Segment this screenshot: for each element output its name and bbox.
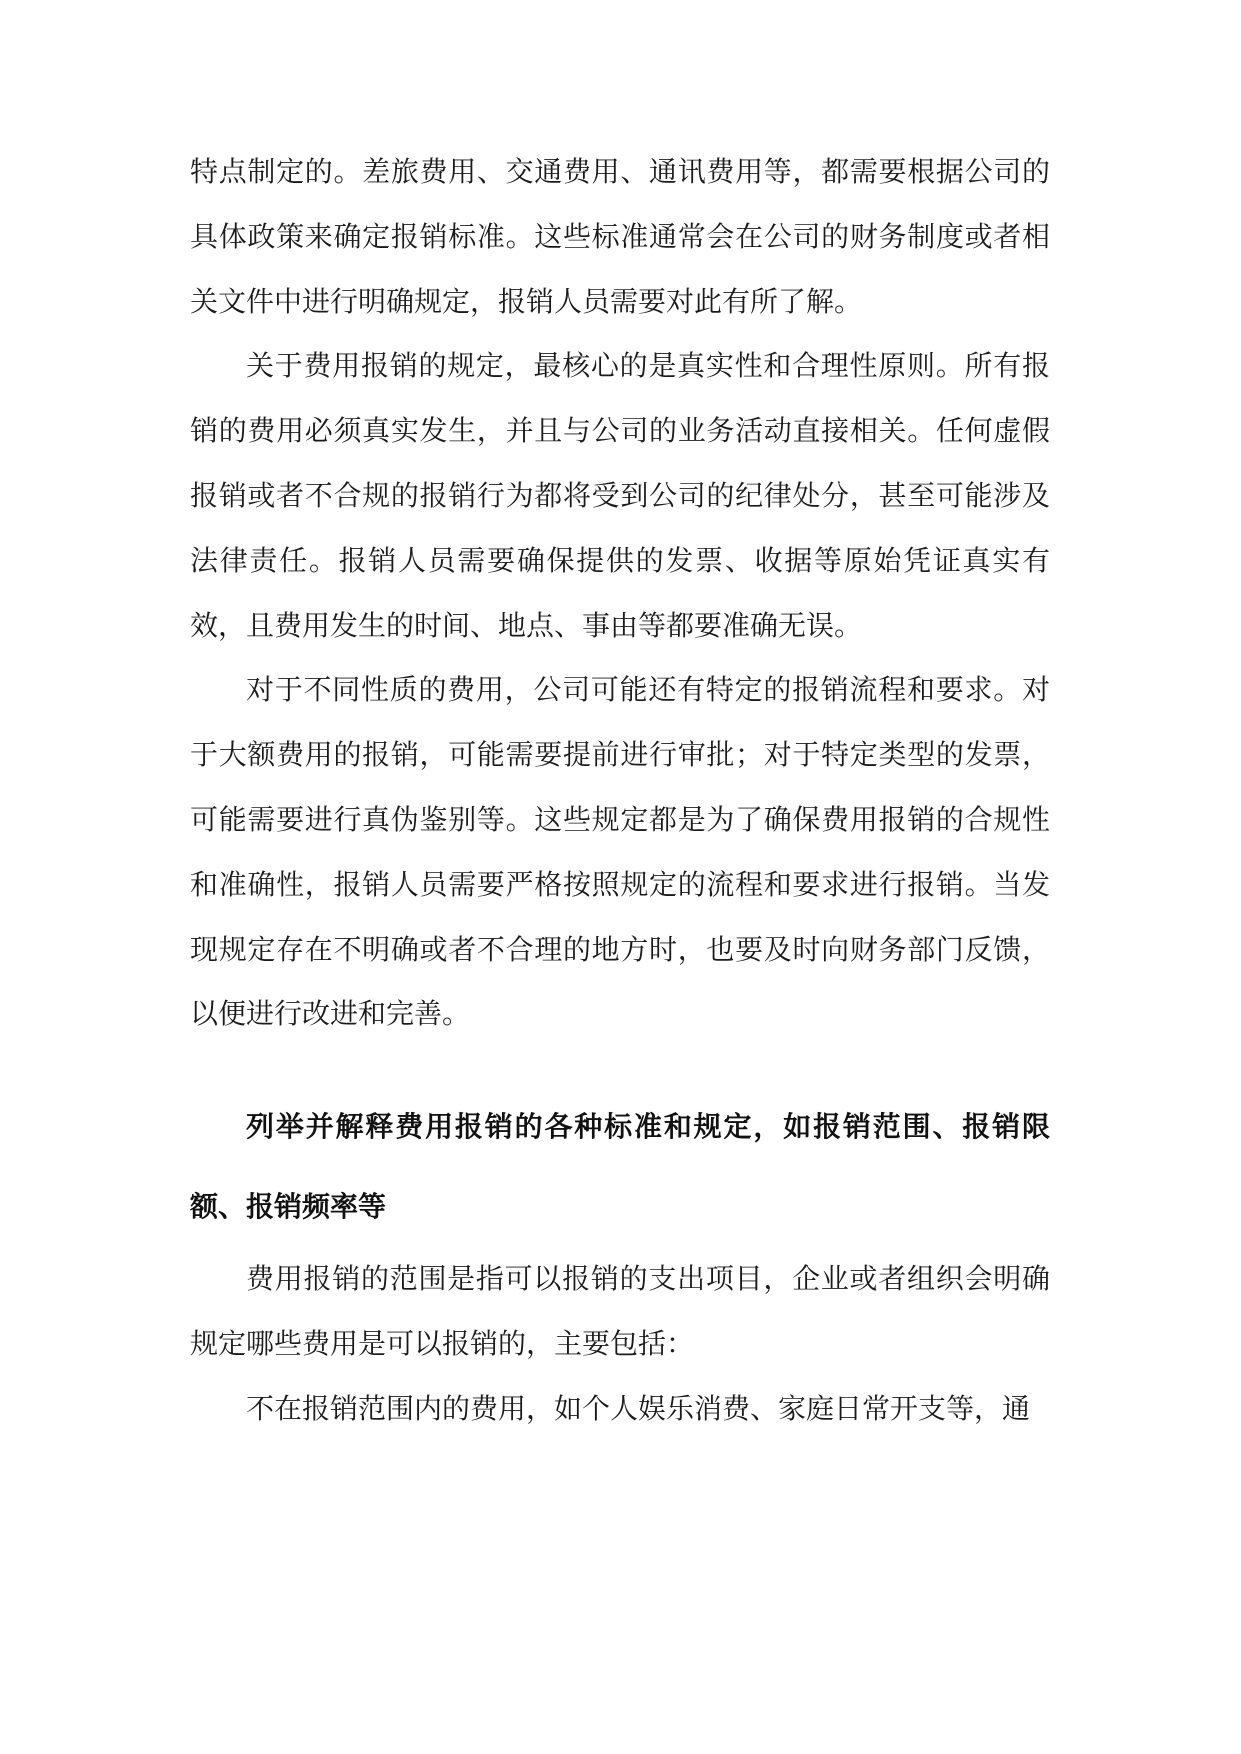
section-heading: 列举并解释费用报销的各种标准和规定，如报销范围、报销限额、报销频率等 xyxy=(190,1110,1050,1224)
paragraph-excluded-expenses: 不在报销范围内的费用，如个人娱乐消费、家庭日常开支等，通 xyxy=(246,1391,1031,1425)
document-body xyxy=(190,140,1050,1442)
paragraph-continuation: 特点制定的。差旅费用、交通费用、通讯费用等，都需要根据公司的具体政策来确定报销标准。这些标准通常会在公司的财务制度或者相关文件中进行明确规定，报销人员需要对此有所了解。 xyxy=(190,155,1050,318)
paragraph-reimbursement-scope: 费用报销的范围是指可以报销的支出项目，企业或者组织会明确规定哪些费用是可以报销的，主要包括： xyxy=(190,1262,1050,1360)
paragraph-special-procedures: 对于不同性质的费用，公司可能还有特定的报销流程和要求。对于大额费用的报销，可能需要提前进行审批；对于特定类型的发票，可能需要进行真伪鉴别等。这些规定都是为了确保费用报销的合规性和准确性，报销人员需要严格按照规定的流程和要求进行报销。当发现规定存在不明确或者不合理的地方时，也要及时向财务部门反馈，以便进行改进和完善。 xyxy=(190,673,1050,1031)
paragraph-authenticity-principle: 关于费用报销的规定，最核心的是真实性和合理性原则。所有报销的费用必须真实发生，并且与公司的业务活动直接相关。任何虚假报销或者不合规的报销行为都将受到公司的纪律处分，甚至可能涉及法律责任。报销人员需要确保提供的发票、收据等原始凭证真实有效，且费用发生的时间、地点、事由等都要准确无误。 xyxy=(190,349,1050,642)
